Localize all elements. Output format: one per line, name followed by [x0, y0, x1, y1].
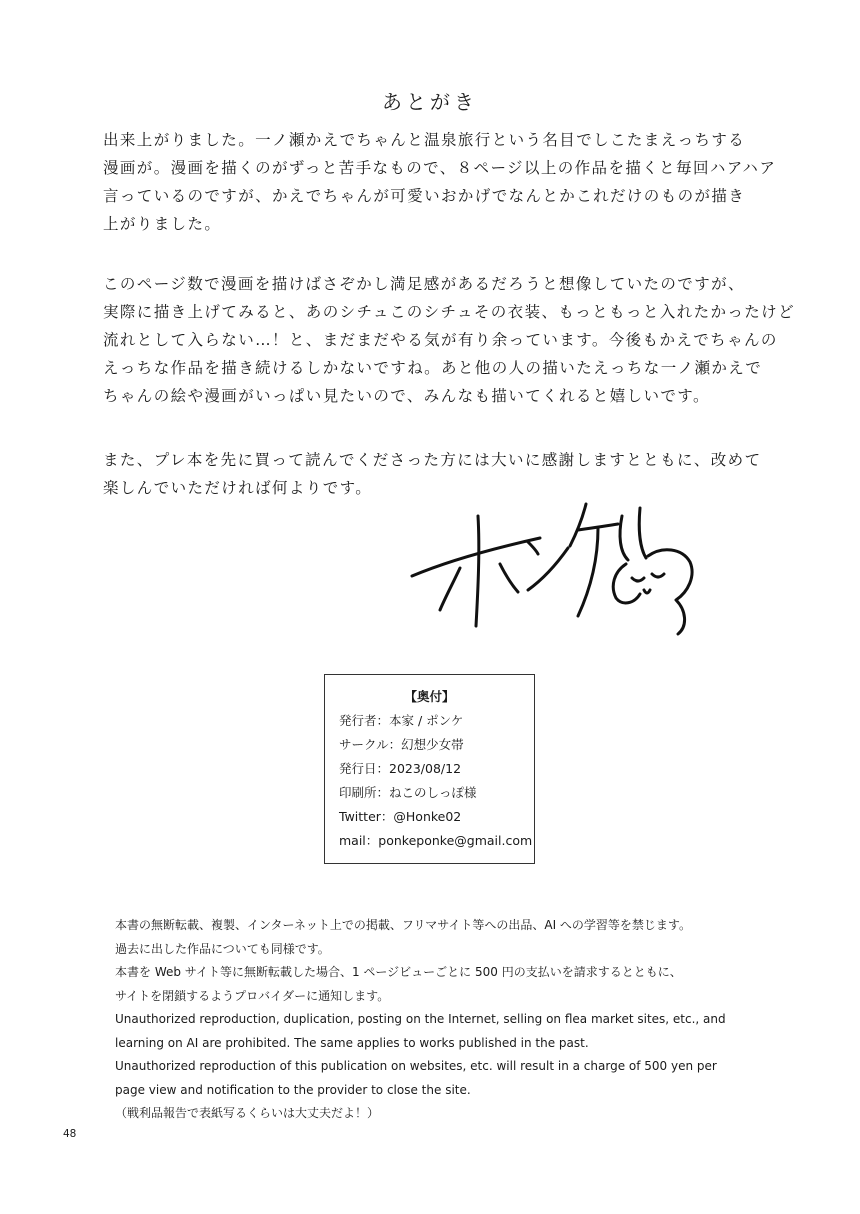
colophon-date: 発行日：2023/08/12	[339, 761, 462, 776]
text-line: ちゃんの絵や漫画がいっぱい見たいので、みんなも描いてくれると嬉しいです。	[103, 387, 710, 405]
page-title: あとがき	[382, 90, 478, 114]
notice-line: Unauthorized reproduction of this publication on websites, etc. will result in a charge of 500 yen per	[115, 1059, 717, 1073]
text-line: このページ数で漫画を描けばさぞかし満足感があるだろうと想像していたのですが、	[103, 275, 745, 293]
colophon-heading: 【奥付】	[404, 689, 455, 704]
handwritten-signature	[400, 490, 710, 650]
colophon-box	[324, 674, 535, 864]
text-line: 実際に描き上げてみると、あのシチュこのシチュその衣装、もっともっと入れたかったけど	[103, 303, 795, 321]
text-line: 言っているのですが、かえでちゃんが可愛いおかげでなんとかこれだけのものが描き	[103, 187, 746, 205]
notice-line: page view and notification to the provider to close the site.	[115, 1082, 471, 1097]
colophon-mail: mail：ponkeponke@gmail.com	[339, 833, 533, 848]
afterword-paragraph-2	[103, 270, 795, 410]
colophon-publisher: 発行者：本家 / ポンケ	[339, 713, 464, 728]
text-line: えっちな作品を描き続けるしかないですね。あと他の人の描いたえっちな一ノ瀬かえで	[103, 359, 763, 377]
notice-line: 過去に出した作品についても同様です。	[115, 941, 330, 956]
colophon-circle: サークル：幻想少女帯	[339, 737, 464, 752]
colophon-twitter: Twitter：@Honke02	[339, 809, 462, 824]
notice-line: （戦利品報告で表紙写るくらいは大丈夫だよ！）	[115, 1106, 380, 1120]
text-line: 流れとして入らない…！と、まだまだやる気が有り余っています。今後もかえでちゃんの	[103, 331, 778, 349]
notice-line: 本書を Web サイト等に無断転載した場合、1 ページビューごとに 500 円の支払いを請求するとともに、	[115, 965, 682, 979]
notice-line: Unauthorized reproduction, duplication, posting on the Internet, selling on flea market sites, etc., and	[115, 1012, 726, 1026]
notice-line: 本書の無断転載、複製、インターネット上での掲載、フリマサイト等への出品、AI への学習等を禁じます。	[115, 918, 691, 932]
notice-line: learning on AI are prohibited. The same applies to works published in the past.	[115, 1035, 589, 1050]
notice-line: サイトを閉鎖するようプロバイダーに通知します。	[115, 988, 390, 1003]
text-line: 楽しんでいただければ何よりです。	[103, 479, 373, 497]
colophon-printer: 印刷所：ねこのしっぽ様	[339, 785, 477, 800]
afterword-paragraph-1	[103, 126, 777, 238]
text-line: また、プレ本を先に買って読んでくださった方には大いに感謝しますとともに、改めて	[103, 451, 762, 469]
text-line: 出来上がりました。一ノ瀬かえでちゃんと温泉旅行という名目でしこたまえっちする	[103, 131, 746, 149]
text-line: 漫画が。漫画を描くのがずっと苦手なもので、８ページ以上の作品を描くと毎回ハアハア	[103, 159, 777, 177]
page-number: 48	[63, 1128, 77, 1140]
copyright-notice	[115, 914, 775, 1126]
text-line: 上がりました。	[103, 215, 222, 233]
